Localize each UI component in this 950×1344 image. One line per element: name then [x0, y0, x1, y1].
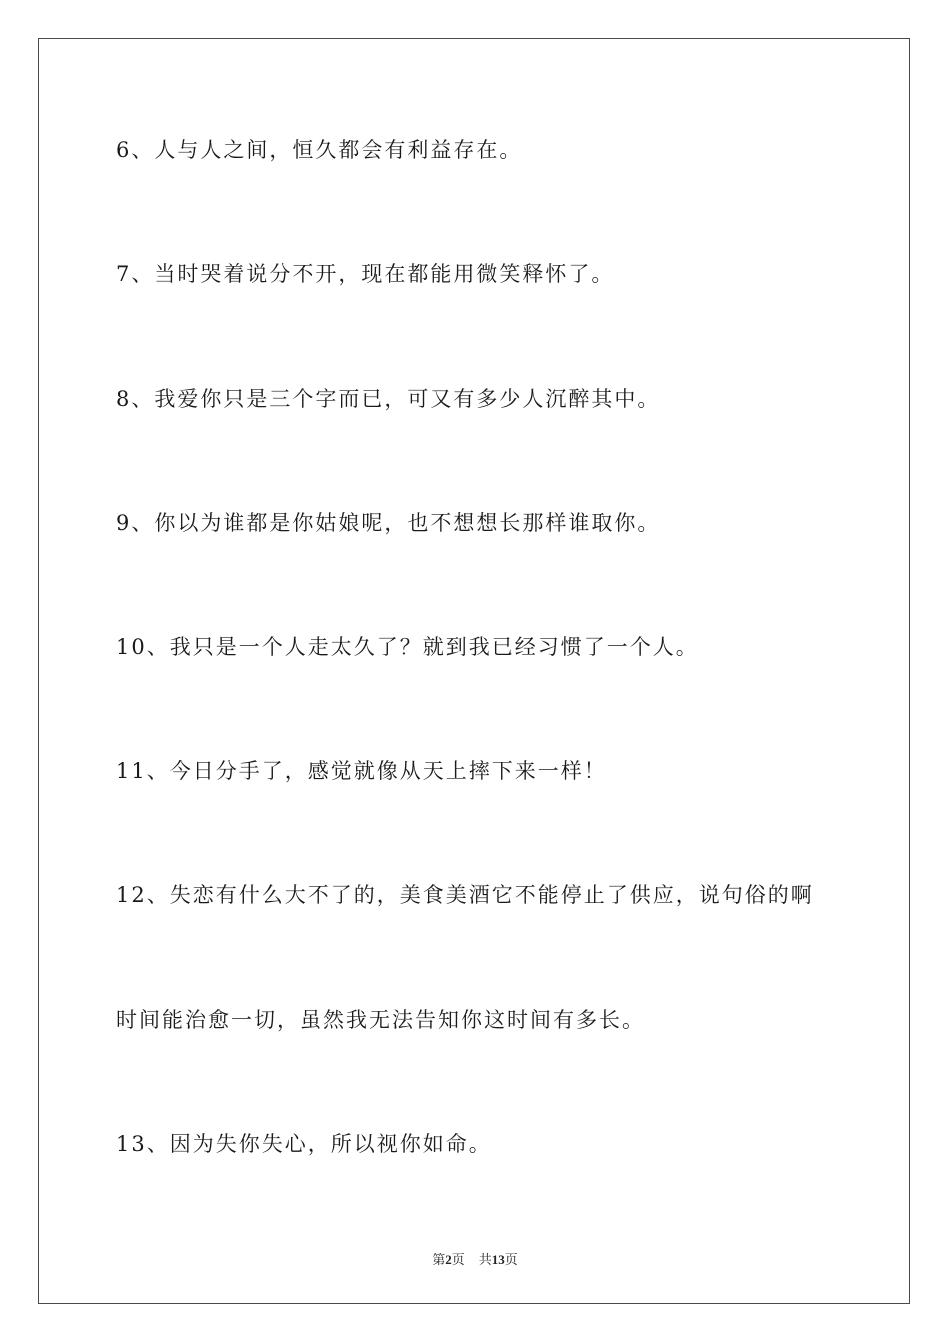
total-suffix: 页: [504, 1252, 518, 1267]
page-prefix: 第: [432, 1252, 446, 1267]
text-line-13: 13、因为失你失心，所以视你如命。: [116, 1132, 492, 1156]
current-page-number: 2: [445, 1252, 452, 1267]
text-line-7: 7、当时哭着说分不开，现在都能用微笑释怀了。: [116, 262, 615, 286]
total-prefix: 共: [478, 1252, 492, 1267]
page-footer: [0, 1249, 950, 1268]
text-line-11: 11、今日分手了，感觉就像从天上摔下来一样！: [116, 759, 607, 783]
text-line-6: 6、人与人之间，恒久都会有利益存在。: [116, 138, 523, 162]
page-suffix: 页: [451, 1252, 465, 1267]
total-page-number: 13: [491, 1252, 505, 1267]
text-line-12: 12、失恋有什么大不了的，美食美酒它不能停止了供应，说句俗的啊: [116, 883, 814, 907]
text-line-9: 9、你以为谁都是你姑娘呢，也不想想长那样谁取你。: [116, 511, 661, 535]
text-line-10: 10、我只是一个人走太久了？就到我已经习惯了一个人。: [116, 635, 699, 659]
page-border: [38, 38, 910, 1304]
text-line-8: 8、我爱你只是三个字而已，可又有多少人沉醉其中。: [116, 387, 661, 411]
text-line-12-cont: 时间能治愈一切，虽然我无法告知你这时间有多长。: [116, 1008, 645, 1032]
